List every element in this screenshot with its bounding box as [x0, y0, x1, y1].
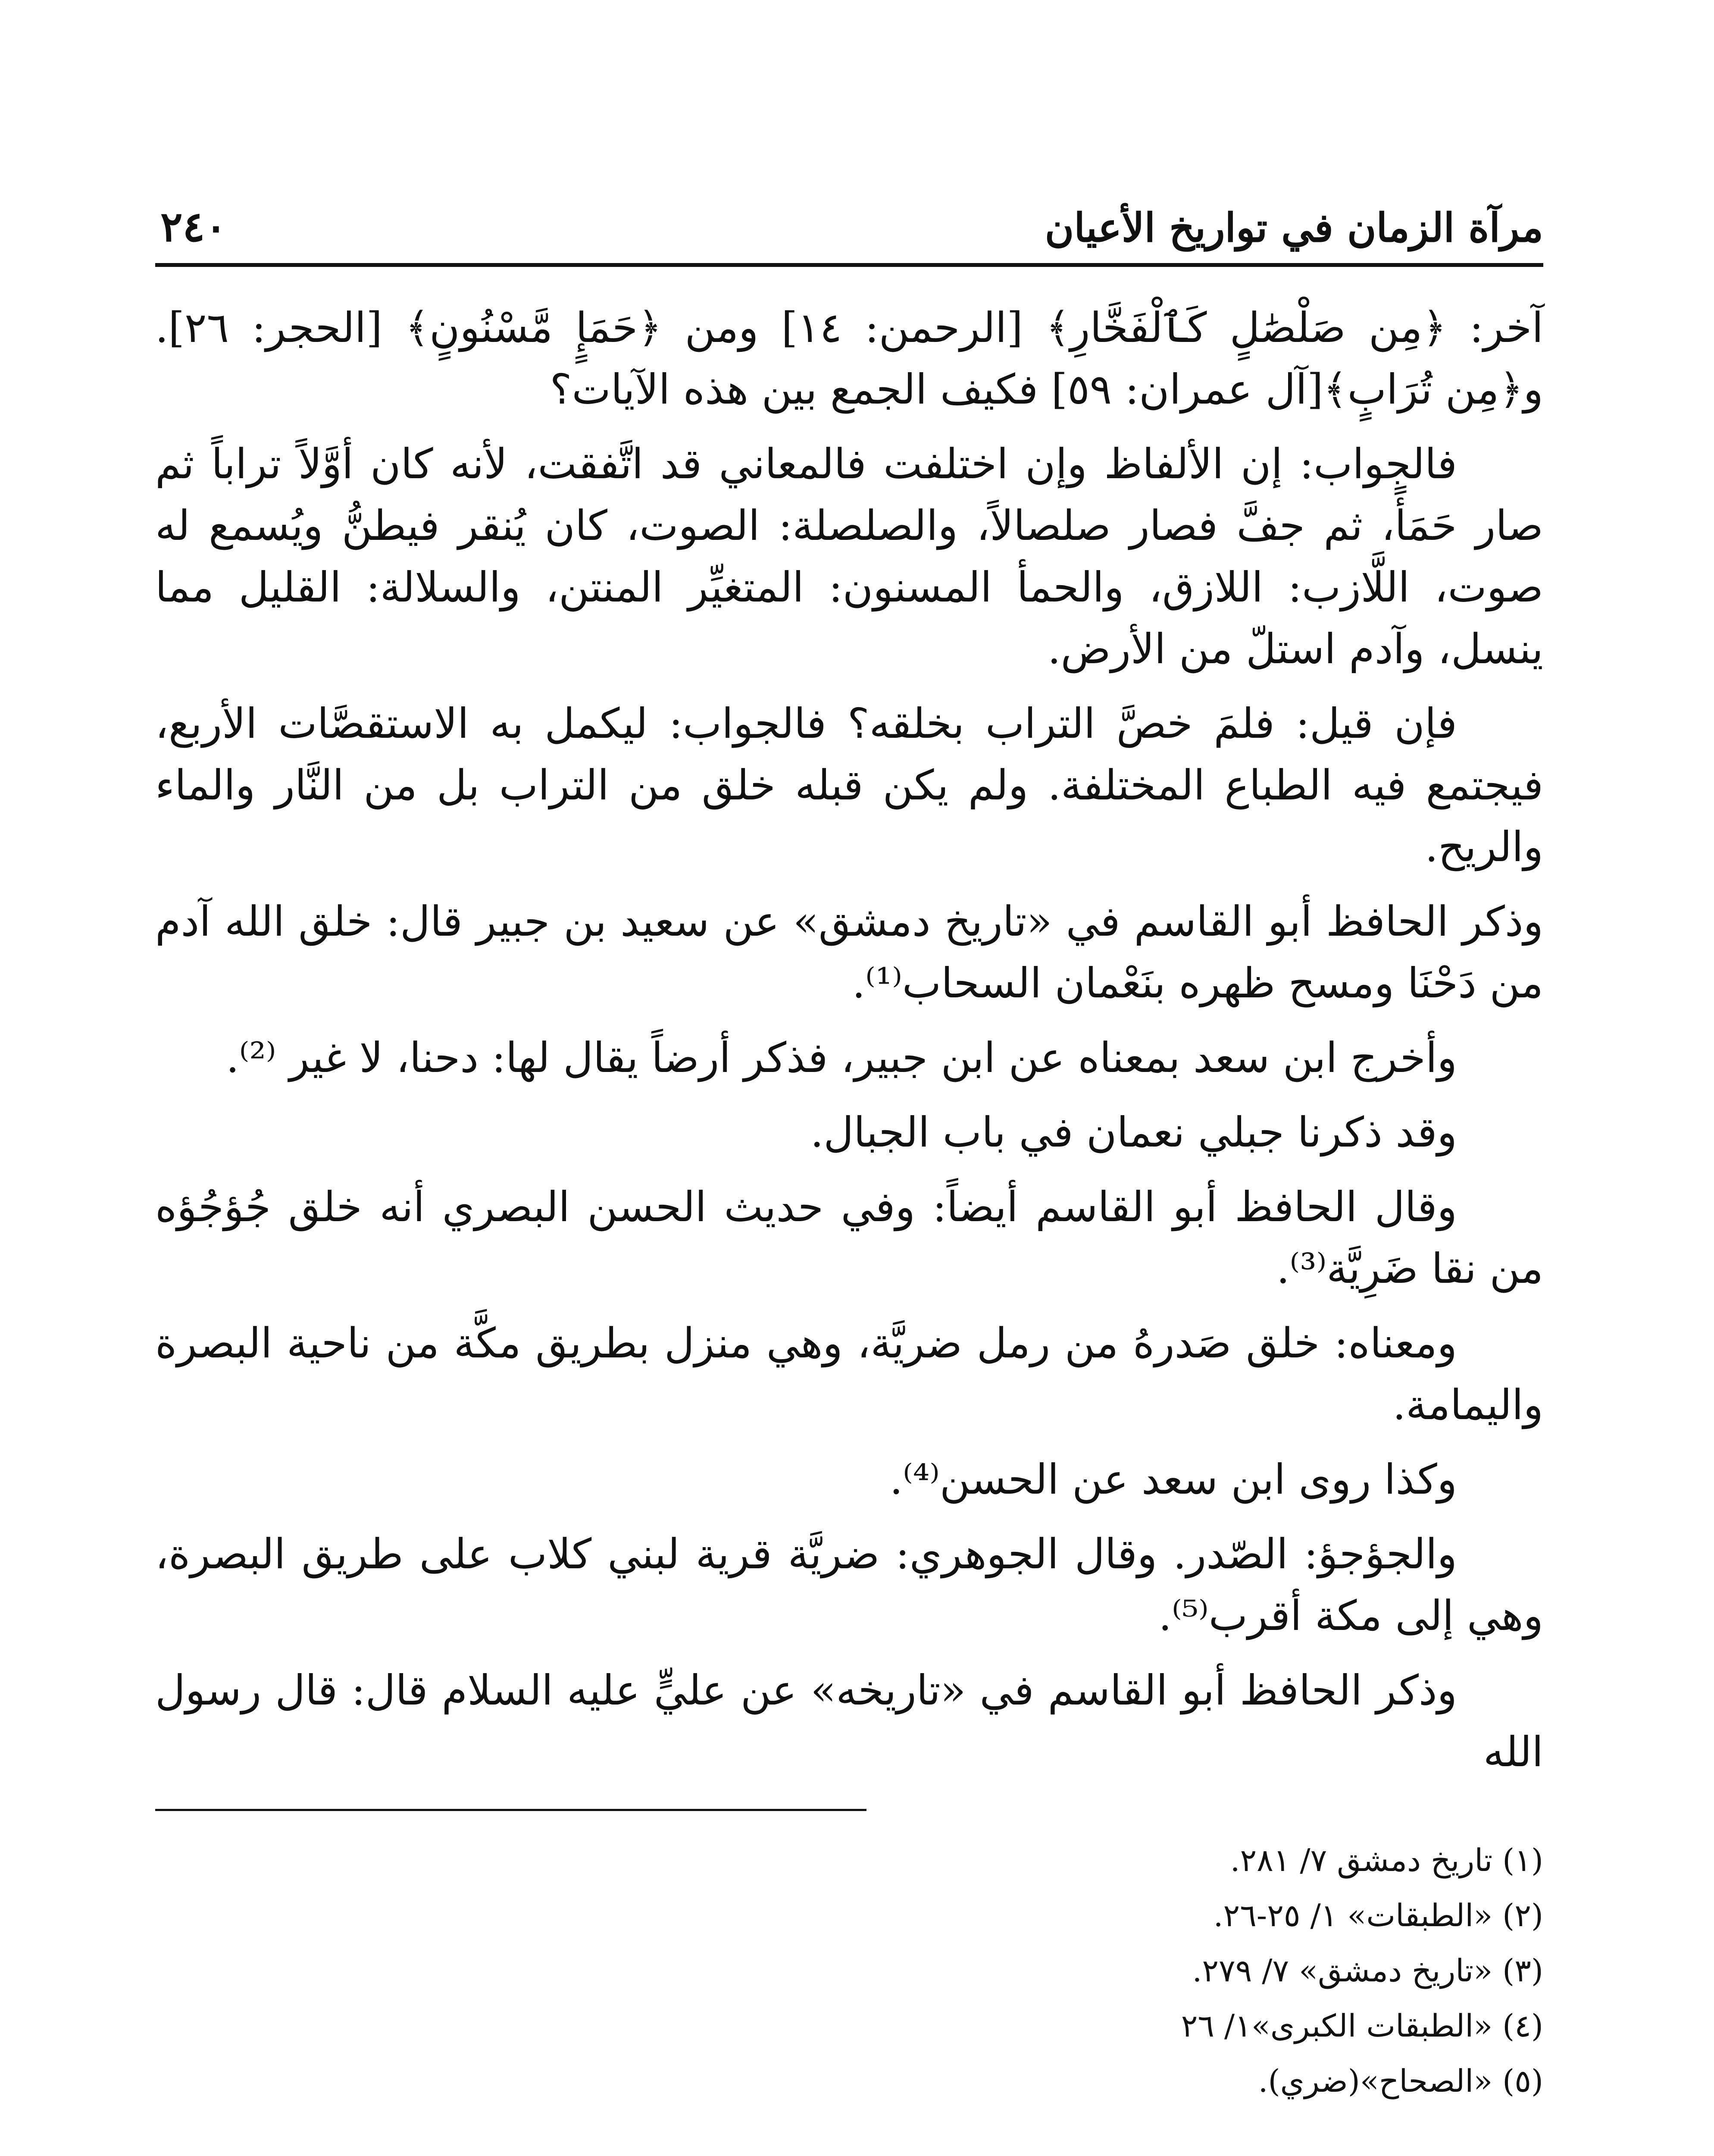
paragraph: وكذا روى ابن سعد عن الحسن⁽⁴⁾. [889, 1455, 1457, 1504]
paragraph: وذكر الحافظ أبو القاسم في «تاريخه» عن عليٍّ عليه السلام قال: قال رسول الله [155, 1666, 1543, 1776]
footnote: (٥) «الصحاح»(ضري). [1258, 2063, 1543, 2099]
paragraph: فإن قيل: فلمَ خصَّ التراب بخلقه؟ فالجواب: ليكمل به الاستقصَّات الأربع، فيجتمع فيه الطباع المختلفة. ولم يكن قبله خلق من التراب بل من النَّار والماء والريح. [155, 699, 1543, 871]
paragraph: وقال الحافظ أبو القاسم أيضاً: وفي حديث الحسن البصري أنه خلق جُؤجُؤه من نقا ضَرِيَّة⁽³⁾. [155, 1183, 1543, 1293]
book-page [155, 181, 1543, 2156]
page-header [155, 181, 1543, 267]
footnote: (٢) «الطبقات» ١/ ٢٥-٢٦. [1213, 1897, 1543, 1934]
page-number: ٢٤٠ [160, 202, 227, 251]
running-title: مرآة الزمان في تواريخ الأعيان [1045, 204, 1543, 251]
paragraph: والجؤجؤ: الصّدر. وقال الجوهري: ضريَّة قرية لبني كلاب على طريق البصرة، وهي إلى مكة أقرب⁽⁵⁾. [155, 1530, 1543, 1640]
main-text [155, 297, 1543, 1783]
paragraph: آخر: ﴿مِن صَلْصَٰلٍ كَٱلْفَخَّارِ﴾ [الرحمن: ١٤] ومن ﴿حَمَإٍ مَّسْنُونٍ﴾ [الحجر: ٢٦]. و﴿مِن تُرَابٍ﴾[آل عمران: ٥٩] فكيف الجمع بين هذه الآيات؟ [155, 304, 1544, 414]
paragraph: فالجواب: إن الألفاظ وإن اختلفت فالمعاني قد اتَّفقت، لأنه كان أوَّلاً تراباً ثم صار حَمَأً، ثم جفَّ فصار صلصالاً، والصلصلة: الصوت، كان يُنقر فيطنُّ ويُسمع له صوت، اللَّازب: اللازق، والحمأ المسنون: المتغيِّر المنتن، والسلالة: القليل مما ينسل، وآدم استلّ من الأرض. [155, 440, 1544, 673]
paragraph: وقد ذكرنا جبلي نعمان في باب الجبال. [810, 1108, 1457, 1156]
paragraph: ومعناه: خلق صَدرهُ من رمل ضريَّة، وهي منزل بطريق مكَّة من ناحية البصرة واليمامة. [155, 1319, 1543, 1429]
footnote: (١) تاريخ دمشق ٧/ ٢٨١. [1230, 1842, 1543, 1878]
footnotes [155, 1833, 1543, 2109]
footnote-divider [155, 1809, 866, 1811]
paragraph: وأخرج ابن سعد بمعناه عن ابن جبير، فذكر أرضاً يقال لها: دحنا، لا غير ⁽²⁾. [226, 1034, 1457, 1082]
paragraph: وذكر الحافظ أبو القاسم في «تاريخ دمشق» عن سعيد بن جبير قال: خلق الله آدم من دَحْنَا ومسح ظهره بنَعْمان السحاب⁽¹⁾. [155, 897, 1543, 1007]
footnote: (٣) «تاريخ دمشق» ٧/ ٢٧٩. [1192, 1952, 1543, 1989]
footnote: (٤) «الطبقات الكبرى»١/ ٢٦ [1181, 2008, 1543, 2044]
